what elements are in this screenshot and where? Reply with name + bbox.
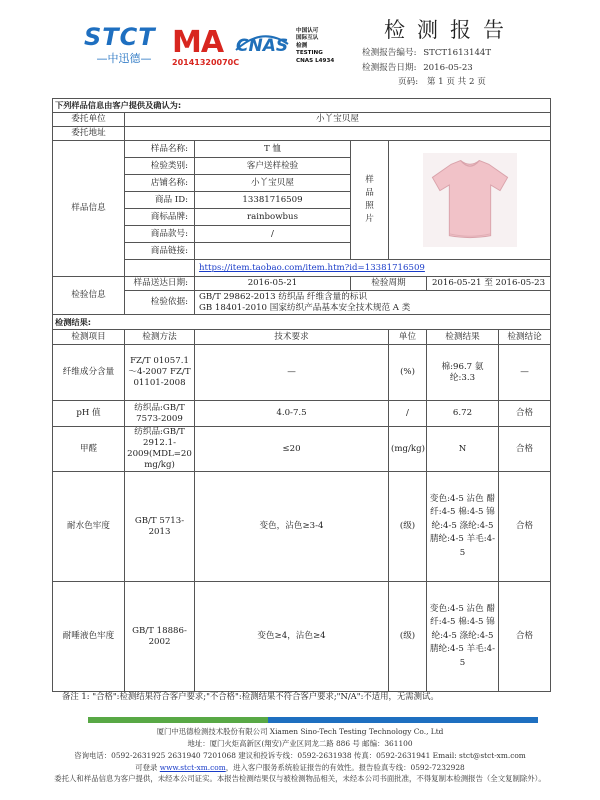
- test-type-label: 检验类别:: [125, 158, 195, 175]
- cnas-line: TESTING: [296, 50, 323, 57]
- ma-number: 20141320070C: [172, 58, 240, 67]
- sample-name: T 恤: [195, 141, 351, 158]
- stct-logo-subtitle: —中迅德—: [96, 52, 152, 65]
- row-method: 纺织品:GB/T 2912.1-2009(MDL=20 mg/kg): [125, 427, 195, 472]
- row-item: pH 值: [53, 401, 125, 427]
- results-section-title: 检测结果:: [53, 315, 551, 330]
- test-type: 客户送样检验: [195, 158, 351, 175]
- col-header-item: 检测项目: [53, 330, 125, 345]
- product-link[interactable]: https://item.taobao.com/item.htm?id=13381716509: [199, 262, 425, 273]
- report-date: 2016-05-23: [423, 63, 473, 73]
- product-id: 13381716509: [195, 192, 351, 209]
- row-conclusion: —: [499, 345, 551, 401]
- footer-website-link[interactable]: www.stct-xm.com: [159, 763, 226, 772]
- page-number-row: [398, 75, 486, 87]
- row-requirement: ≤20: [195, 427, 389, 472]
- row-unit: /: [389, 401, 427, 427]
- stct-logo: [84, 25, 164, 66]
- table-row: [53, 427, 551, 472]
- footer-address: 地址：厦门火炬高新区(翔安)产业区同龙二路 886 号 邮编：361100: [187, 739, 413, 748]
- table-row: [53, 582, 551, 692]
- row-conclusion: 合格: [499, 472, 551, 582]
- cnas-logo: [236, 36, 288, 56]
- row-requirement: 4.0-7.5: [195, 401, 389, 427]
- product-link-label: [125, 260, 195, 277]
- page-number-label: 页码:: [398, 77, 419, 87]
- photo-label-char: 品: [365, 188, 374, 198]
- address-label: 委托地址: [53, 127, 125, 141]
- brand-name: rainbowbus: [195, 209, 351, 226]
- row-result: N: [427, 427, 499, 472]
- cnas-line: 中国认可: [296, 28, 319, 34]
- period-value: 2016-05-21 至 2016-05-23: [427, 277, 551, 291]
- model-number: /: [195, 226, 351, 243]
- row-item: 耐水色牢度: [53, 472, 125, 582]
- photo-label-char: 样: [365, 175, 374, 185]
- row-unit: (级): [389, 582, 427, 692]
- row-result: 变色:4-5 沾色 醋纤:4-5 棉:4-5 锦纶:4-5 涤纶:4-5 腈纶:4-5 羊毛:4-5: [427, 582, 499, 692]
- row-result: 6.72: [427, 401, 499, 427]
- basis-label: 检验依据:: [125, 291, 195, 315]
- footer-disclaimer: 委托人和样品信息为客户提供，未经本公司证实。本报告检测结果仅与被检测物品相关，未经本公司书面批准，不得复制本检测报告（全文复制除外）。: [54, 774, 546, 783]
- ma-logo-text: MA: [172, 25, 224, 60]
- sample-info-label: 样品信息: [53, 141, 125, 277]
- link-label: 商品链接:: [125, 243, 195, 260]
- report-table: [52, 98, 551, 692]
- basis-values: [195, 291, 551, 315]
- report-date-row: [362, 61, 473, 73]
- cnas-line: CNAS L4934: [296, 57, 335, 64]
- footer-query: [0, 762, 600, 773]
- table-row: [53, 401, 551, 427]
- footer-query-prefix: 可登录: [135, 763, 160, 772]
- model-label: 商品款号:: [125, 226, 195, 243]
- report-date-label: 检测报告日期:: [362, 63, 417, 73]
- report-number-label: 检测报告编号:: [362, 48, 417, 58]
- photo-label-char: 片: [365, 214, 374, 224]
- page-number: 第 1 页 共 2 页: [426, 77, 486, 87]
- row-result: 棉:96.7 氨纶:3.3: [427, 345, 499, 401]
- row-requirement: 变色≥4，沾色≥4: [195, 582, 389, 692]
- sent-date-label: 样品送达日期:: [125, 277, 195, 291]
- test-info-label: 检验信息: [53, 277, 125, 315]
- sample-photo-label: [351, 141, 389, 260]
- row-item: 纤维成分含量: [53, 345, 125, 401]
- sample-info-section-title: 下列样品信息由客户提供及确认为:: [53, 99, 551, 113]
- row-unit: (%): [389, 345, 427, 401]
- sent-date: 2016-05-21: [195, 277, 351, 291]
- col-header-method: 检测方法: [125, 330, 195, 345]
- row-conclusion: 合格: [499, 401, 551, 427]
- client-label: 委托单位: [53, 113, 125, 127]
- row-method: FZ/T 01057.1～4-2007 FZ/T 01101-2008: [125, 345, 195, 401]
- col-header-unit: 单位: [389, 330, 427, 345]
- address-value: [125, 127, 551, 141]
- row-item: 耐唾液色牢度: [53, 582, 125, 692]
- row-item: 甲醛: [53, 427, 125, 472]
- client-value: 小丫宝贝屋: [125, 113, 551, 127]
- brand-label: 商标品牌:: [125, 209, 195, 226]
- row-result: 变色:4-5 沾色 醋纤:4-5 棉:4-5 锦纶:4-5 涤纶:4-5 腈纶:4-5 羊毛:4-5: [427, 472, 499, 582]
- basis-standard-1: GB/T 29862-2013 纺织品 纤维含量的标识: [199, 291, 368, 302]
- cnas-logo-text: CNAS: [236, 36, 289, 56]
- row-method: GB/T 18886-2002: [125, 582, 195, 692]
- link-spacer: [195, 243, 351, 260]
- row-conclusion: 合格: [499, 427, 551, 472]
- row-requirement: —: [195, 345, 389, 401]
- period-label: 检验周期: [351, 277, 427, 291]
- footer-contact: 咨询电话：0592-2631925 2631940 7201068 建议和投诉专线：0592-2631938 传真：0592-2631941 Email: stct@stct-xm.com: [74, 751, 526, 760]
- row-unit: (mg/kg): [389, 427, 427, 472]
- footer-bar-green: [88, 717, 268, 723]
- stct-logo-text: STCT: [84, 23, 156, 51]
- ma-logo: [172, 25, 240, 67]
- tshirt-photo: [423, 153, 517, 247]
- row-requirement: 变色，沾色≥3-4: [195, 472, 389, 582]
- report-title: 检测报告: [384, 18, 516, 42]
- footer-bar-blue: [268, 717, 538, 723]
- sample-name-label: 样品名称:: [125, 141, 195, 158]
- col-header-requirement: 技术要求: [195, 330, 389, 345]
- cnas-emblem-icon: [234, 32, 290, 56]
- footer-query-suffix: ，进入客户服务系统验证报告的有效性。报告验真专线：0592-7232928: [225, 763, 465, 772]
- row-method: 纺织品:GB/T 7573-2009: [125, 401, 195, 427]
- table-row: [53, 472, 551, 582]
- col-header-result: 检测结果: [427, 330, 499, 345]
- cnas-line: 检测: [296, 42, 308, 49]
- table-row: [53, 345, 551, 401]
- report-number: STCT1613144T: [423, 48, 492, 58]
- shop-name: 小丫宝贝屋: [195, 175, 351, 192]
- photo-label-char: 照: [365, 201, 374, 211]
- sample-photo-cell: [389, 141, 551, 260]
- report-number-row: [362, 46, 491, 58]
- cnas-line: 国际互认: [296, 35, 319, 42]
- row-conclusion: 合格: [499, 582, 551, 692]
- product-link-cell: [195, 260, 551, 277]
- cnas-accreditation: [296, 28, 334, 65]
- product-id-label: 商品 ID:: [125, 192, 195, 209]
- row-unit: (级): [389, 472, 427, 582]
- remark: 备注 1: "合格":检测结果符合客户要求;"不合格":检测结果不符合客户要求;"N/A":不适用，无需测试。: [62, 691, 439, 701]
- col-header-conclusion: 检测结论: [499, 330, 551, 345]
- basis-standard-2: GB 18401-2010 国家纺织产品基本安全技术规范 A 类: [199, 302, 411, 313]
- shop-label: 店铺名称:: [125, 175, 195, 192]
- footer-company: 厦门中迅德检测技术股份有限公司 Xiamen Sino-Tech Testing Technology Co., Ltd: [156, 727, 444, 736]
- row-method: GB/T 5713-2013: [125, 472, 195, 582]
